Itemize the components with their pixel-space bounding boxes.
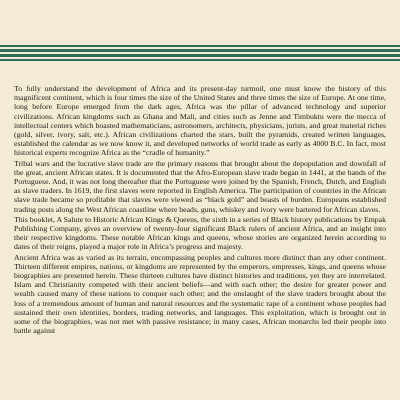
paragraph-3: This booklet, A Salute to Historic African Kings & Queens, the sixth in a series of Black history publications by Empak Publishing Company, gives an overview of twenty-four significant Black rulers of ancient Africa, and an insight into their respective kingdoms. These notable African kings and queens, whose stories are organized herein according to dates of their reigns, played a major role in Africa’s progress and majesty. [14, 214, 386, 252]
paragraph-1: To fully understand the development of Africa and its present-day turmoil, one must know the history of this magnificent continent, which is four times the size of the United States and three times the size of Europe. At one time, long before Europe emerged from the dark ages, Africa was the pillar of advanced technology and superior civilizations. African kingdoms such as Ghana and Mali, and cities such as Jenne and Timbuktu were the mecca of intellectual centers which boasted mathematicians, astronomers, architects, physicians, jurists, and great material riches (gold, silver, ivory, salt, etc.). African civilizations charted the stars, built the pyramids, created written languages, established the calendar as we now know it, and developed networks of world trade as early as 4000 B.C. In fact, most historical experts recognize Africa as the “cradle of humanity.” [14, 84, 386, 158]
document-body [14, 84, 386, 396]
decorative-rule [0, 45, 400, 47]
decorative-rule [0, 54, 400, 57]
paragraph-4: Ancient Africa was as varied as its terrain, encompassing peoples and cultures more distinct than any other continent. Thirteen different empires, nations, or kingdoms are represented by the emperors, empresses, kings, and queens whose biographies are presented herein. These thirteen cultures have distinct histories and traditions, yet they are interrelated. Islam and Christianity competed with their ancient beliefs—and with each other; the desire for greater power and wealth caused many of these nations to conquer each other; and the onslaught of the slave traders brought about the loss of a tremendous amount of human and natural resources and the systematic rape of a continent whose peoples had sustained their own identities, borders, trading networks, and languages. This exploitation, which is brought out in some of the biographies, was not met with passive resistance; in many cases, African monarchs led their people into battle against [14, 252, 386, 336]
decorative-rule [0, 59, 400, 61]
paragraph-2: Tribal wars and the lucrative slave trade are the primary reasons that brought about the depopulation and downfall of the great, ancient African states. It is documented that the Afro-European slave trade began in 1441, at the hands of the Portuguese. And, it was not long thereafter that the Portuguese were joined by the Spanish, French, Dutch, and English as slave traders. In 1619, the first slaves were reported in English America. The participation of countries in the African slave trade became so profitable that slaves were viewed as “black gold” and beasts of burden. Europeans established trading posts along the West African coastline where beads, guns, whiskey and ivory were bartered for African slaves. [14, 158, 386, 214]
decorative-rule [0, 49, 400, 52]
top-band [0, 0, 400, 44]
